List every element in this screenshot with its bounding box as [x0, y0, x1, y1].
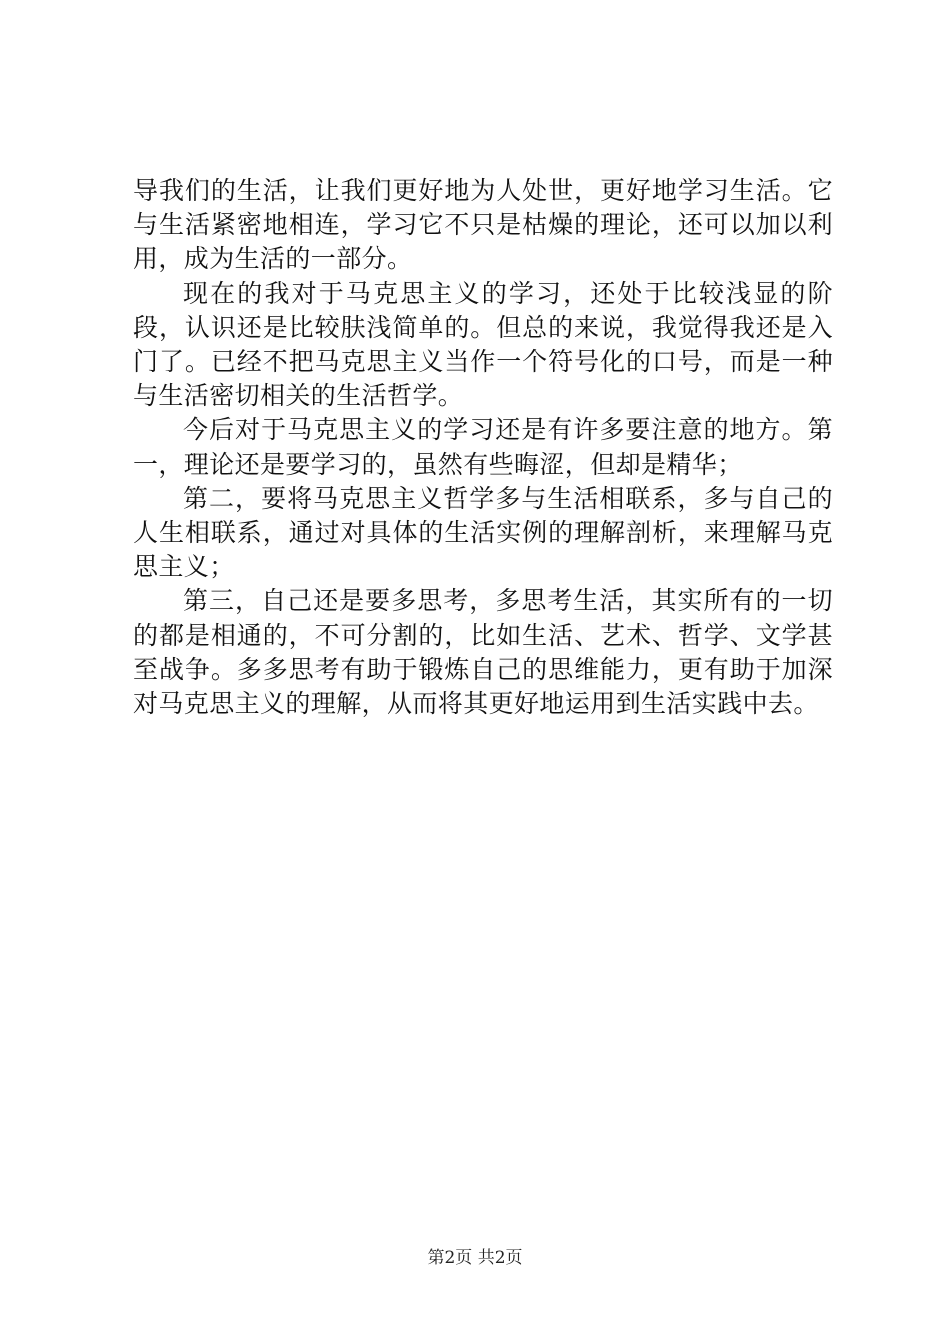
paragraph-future-study: 今后对于马克思主义的学习还是有许多要注意的地方。第一，理论还是要学习的，虽然有些晦涩，但却是精华； [133, 415, 833, 479]
page-footer: 第2页 共2页 [427, 1248, 523, 1268]
paragraph-continuation: 导我们的生活，让我们更好地为人处世，更好地学习生活。它与生活紧密地相连，学习它不只是枯燥的理论，还可以加以利用，成为生活的一部分。 [133, 176, 833, 274]
paragraph-current-study: 现在的我对于马克思主义的学习，还处于比较浅显的阶段，认识还是比较肤浅简单的。但总的来说，我觉得我还是入门了。已经不把马克思主义当作一个符号化的口号，而是一种与生活密切相关的生活哲学。 [133, 278, 833, 411]
paragraph-point-two: 第二，要将马克思主义哲学多与生活相联系，多与自己的人生相联系，通过对具体的生活实例的理解剖析，来理解马克思主义； [133, 483, 833, 582]
body-text [133, 174, 833, 721]
paragraph-point-three: 第三，自己还是要多思考，多思考生活，其实所有的一切的都是相通的，不可分割的，比如生活、艺术、哲学、文学甚至战争。多多思考有助于锻炼自己的思维能力，更有助于加深对马克思主义的理解，从而将其更好地运用到生活实践中去。 [133, 586, 833, 719]
